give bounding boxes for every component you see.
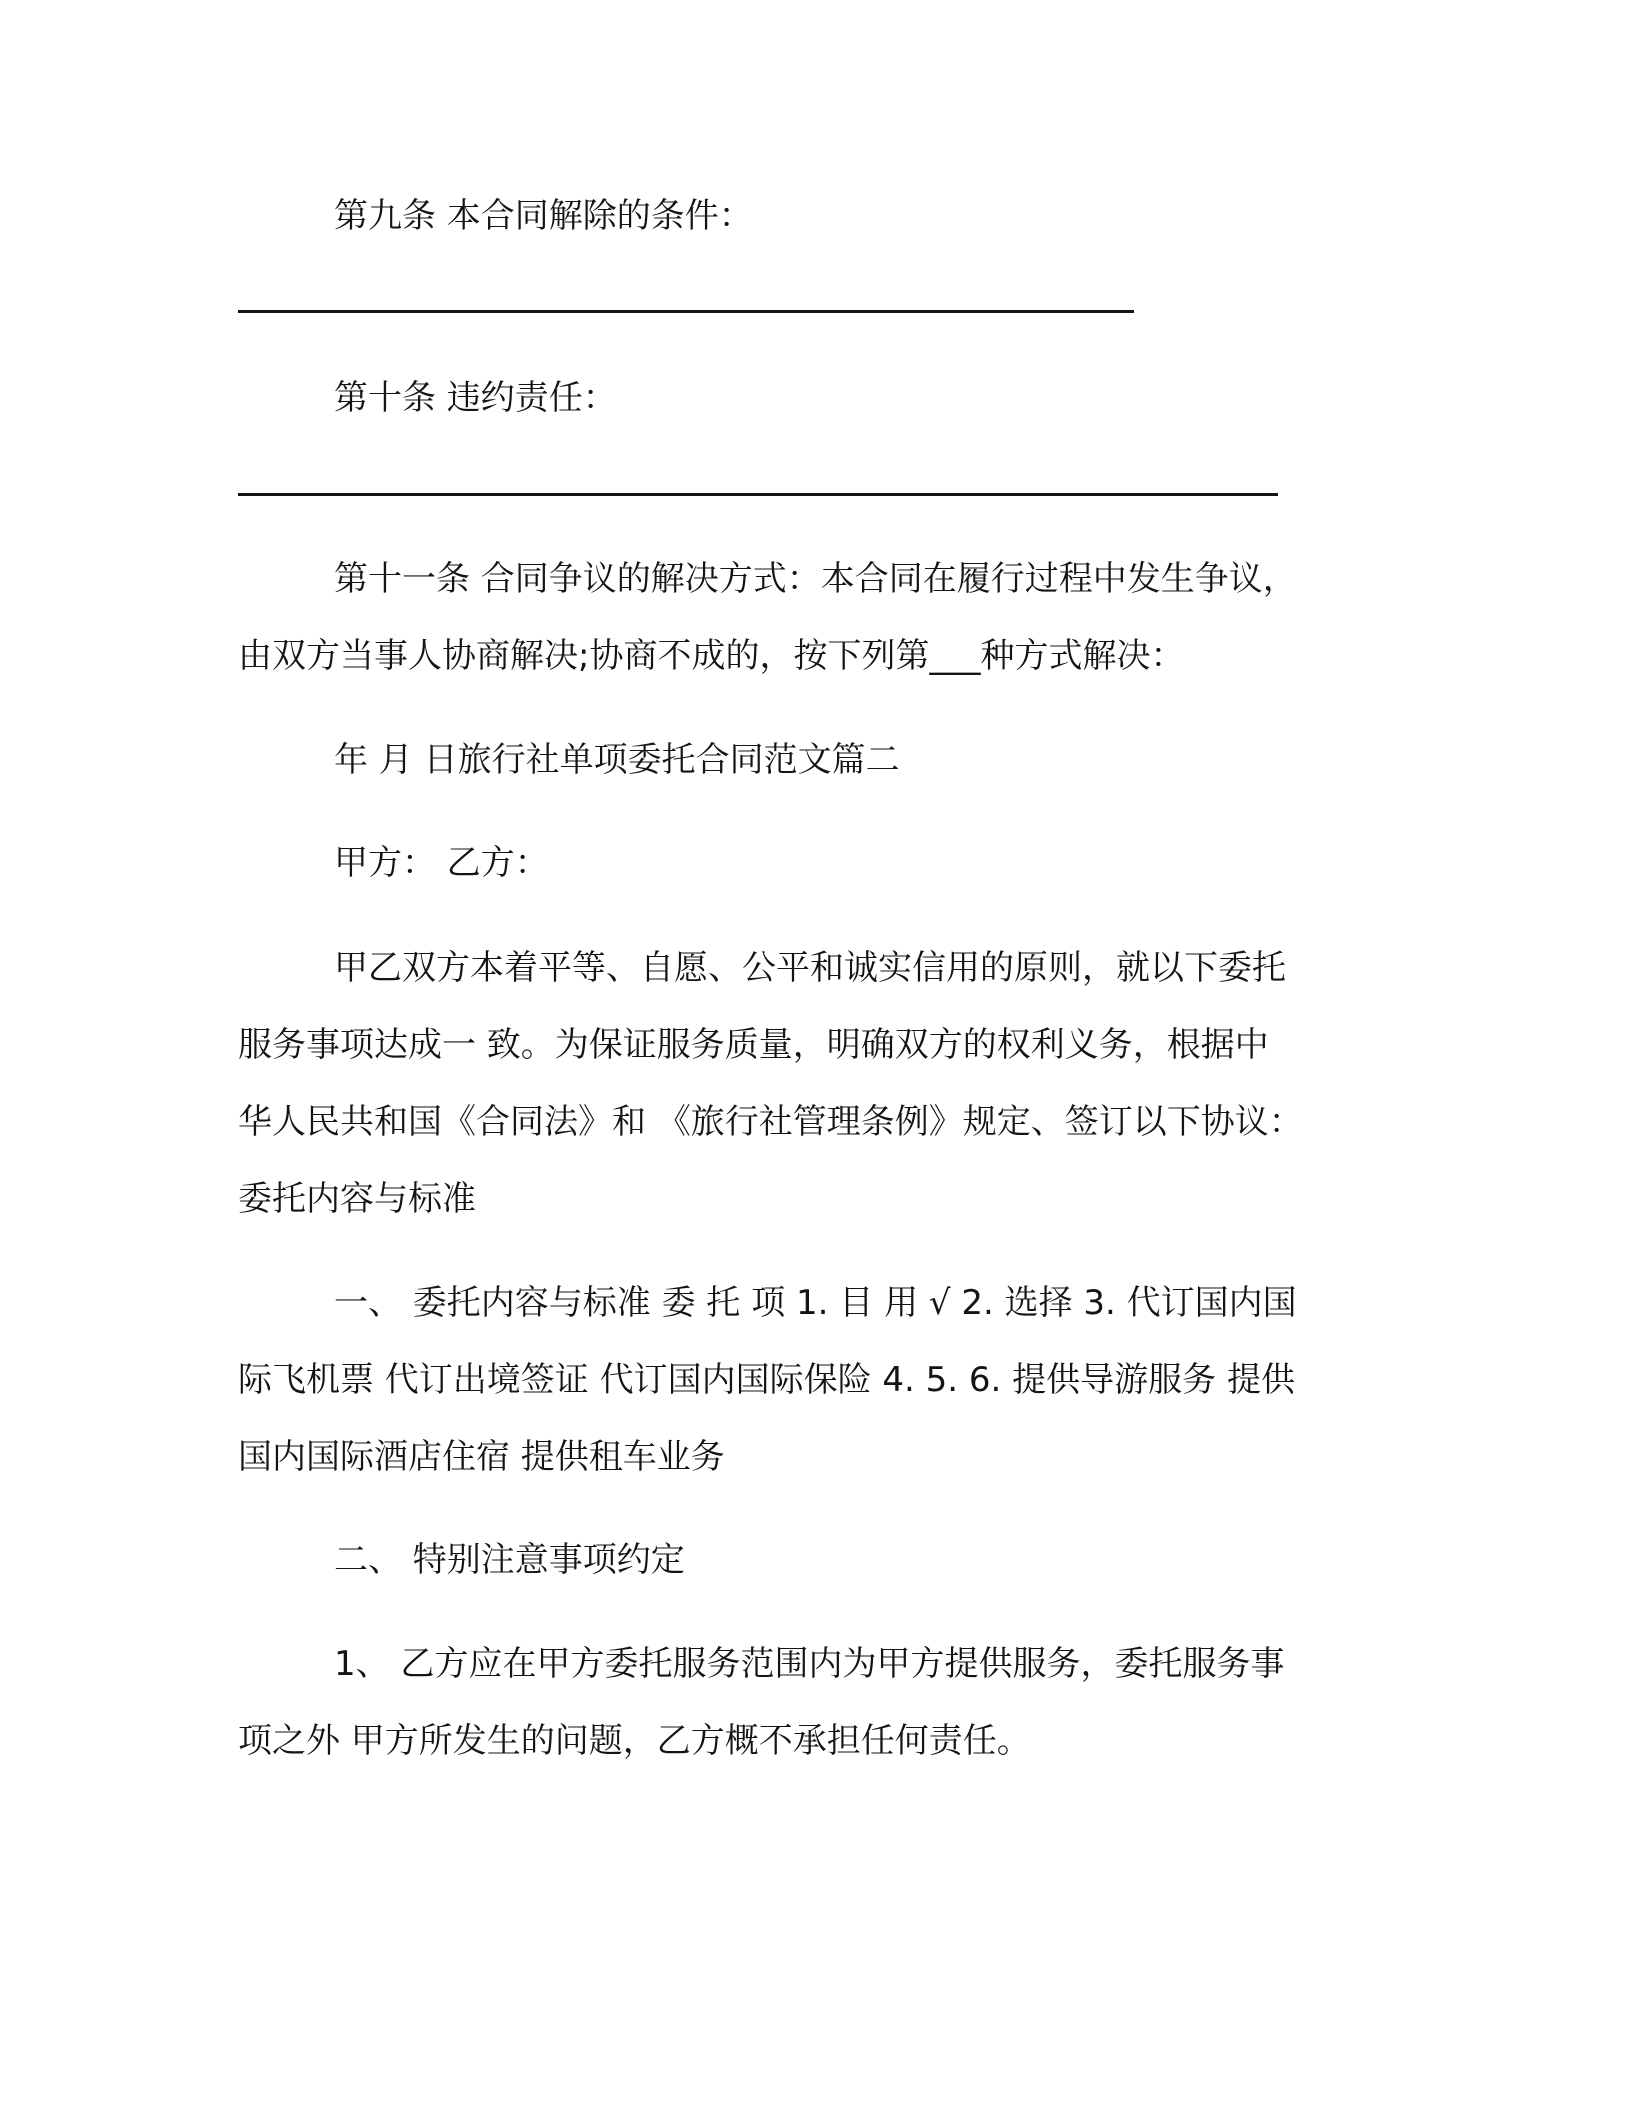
item-2-title: 二、 特别注意事项约定 (334, 1540, 685, 1580)
clause-10-heading: 第十条 违约责任： (334, 378, 617, 418)
parties-line: 甲方： 乙方： (334, 843, 549, 883)
clause-11-line-1: 第十一条 合同争议的解决方式：本合同在履行过程中发生争议， (334, 559, 1297, 599)
preamble-line-1: 甲乙双方本着平等、自愿、公平和诚实信用的原则，就以下委托 (334, 948, 1286, 988)
section-title: 年 月 日旅行社单项委托合同范文篇二 (334, 740, 900, 780)
note-1-line-2: 项之外 甲方所发生的问题，乙方概不承担任何责任。 (238, 1721, 1031, 1761)
preamble-line-2: 服务事项达成一 致。为保证服务质量，明确双方的权利义务，根据中 (238, 1025, 1269, 1065)
item-1-line-3: 国内国际酒店住宿 提供租车业务 (238, 1437, 725, 1477)
note-1-line-1: 1、 乙方应在甲方委托服务范围内为甲方提供服务，委托服务事 (334, 1644, 1285, 1684)
clause-9-blank-line (238, 310, 1134, 313)
item-1-line-2: 际飞机票 代订出境签证 代订国内国际保险 4. 5. 6. 提供导游服务 提供 (238, 1360, 1295, 1400)
item-1-line-1: 一、 委托内容与标准 委 托 项 1. 目 用 √ 2. 选择 3. 代订国内国 (334, 1283, 1297, 1323)
preamble-line-4: 委托内容与标准 (238, 1179, 476, 1219)
clause-11-line-2: 由双方当事人协商解决;协商不成的，按下列第___种方式解决： (238, 636, 1185, 676)
preamble-line-3: 华人民共和国《合同法》和 《旅行社管理条例》规定、签订以下协议： (238, 1102, 1303, 1142)
clause-9-heading: 第九条 本合同解除的条件： (334, 196, 753, 236)
clause-10-blank-line (238, 493, 1278, 496)
